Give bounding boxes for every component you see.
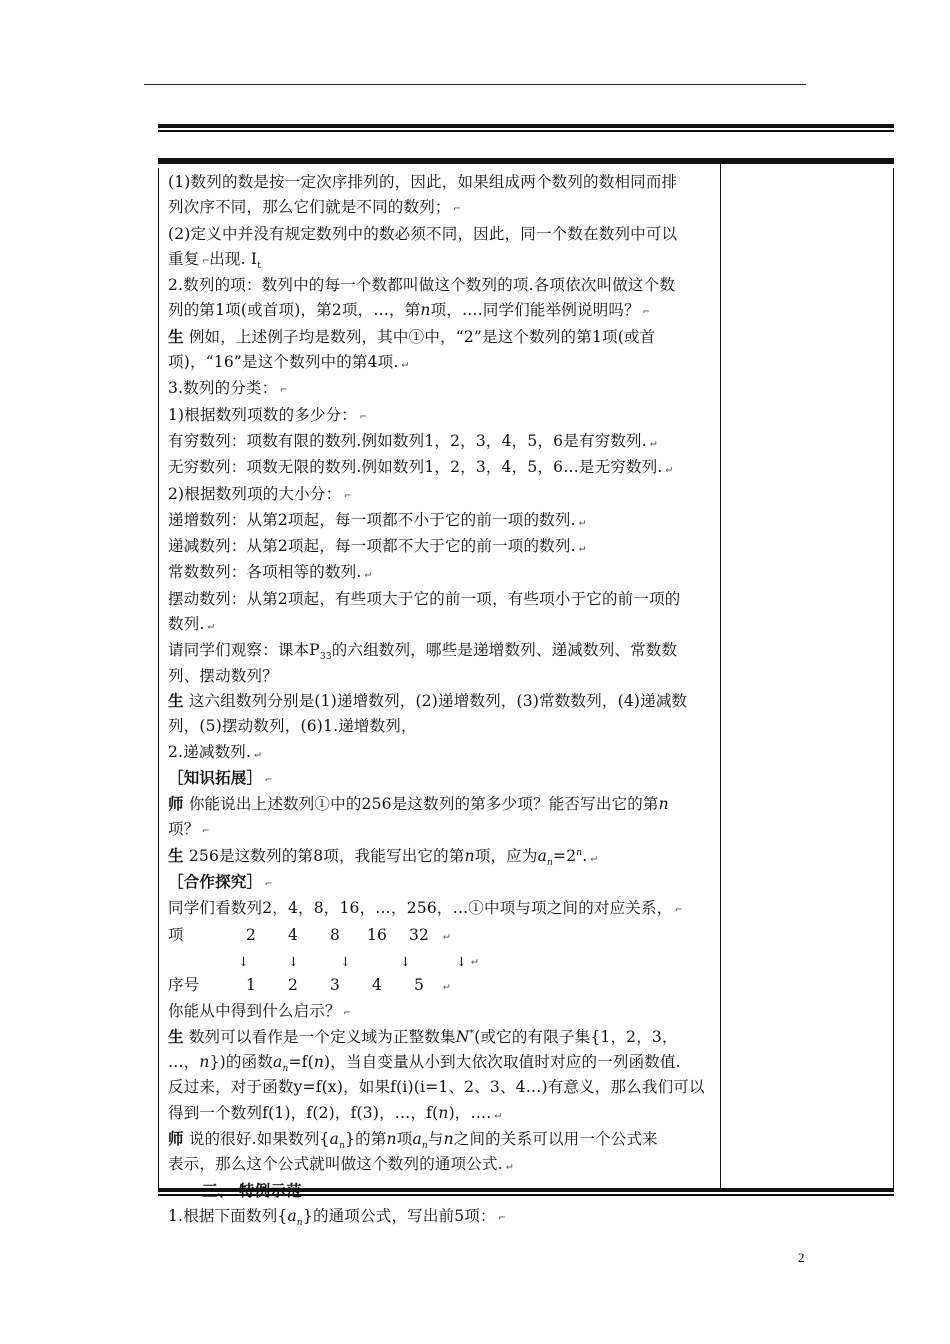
down-arrow-icon: ↓ (238, 954, 250, 970)
text-line: 常数数列：各项相等的数列. ↵ (168, 563, 372, 582)
down-arrow-icon: ↓ (340, 954, 352, 970)
table-top-rule (158, 124, 894, 132)
speaker-student: 生 (168, 691, 184, 710)
text-line: 表示，那么这个公式就叫做这个数列的通项公式. ↵ (168, 1155, 513, 1174)
text-line: 生 256是这数列的第8项，我能写出它的第n项，应为$a_n=2^n$. ↵ (168, 846, 598, 868)
text-line: 重复 ⌐出现. $I_t$ (168, 249, 262, 271)
speaker-student: 生 (168, 1027, 184, 1046)
term-value: 4 (287, 925, 299, 944)
text-line: 生 例如，上述例子均是数列，其中①中，“2”是这个数列的第1项(或首 (168, 327, 656, 346)
text-line: (1)数列的数是按一定次序排列的，因此，如果组成两个数列的数相同而排 (168, 173, 678, 191)
text-line: 生 数列可以看作是一个定义域为正整数集N*(或它的有限子集{1，2，3， (168, 1027, 678, 1046)
speaker-student: 生 (168, 327, 184, 346)
text-line: 1)根据数列项数的多少分： ⌐ (168, 405, 367, 424)
speaker-teacher: 师 (168, 795, 184, 814)
text-line: …，n})的函数$a_n=f(n)$，当自变量从小到大依次取值时对应的一列函数值. (168, 1053, 681, 1075)
text-line: 列的第1项(或首项)，第2项，…，第n项，….同学们能举例说明吗？ ⌐ (168, 301, 650, 320)
text-line: 项)，“16”是这个数列中的第4项. ↵ (168, 353, 409, 372)
header-rule (144, 84, 806, 85)
text-line: 3.数列的分类： ⌐ (168, 379, 288, 398)
term-value: 16 (366, 925, 388, 944)
text-line: 1.根据下面数列$\{a_n\}$的通项公式，写出前5项： ⌐ (168, 1206, 506, 1228)
index-value: 5 (413, 976, 425, 995)
text-line: 列、摆动数列？ (168, 666, 278, 685)
index-value: 4 (371, 976, 383, 995)
text-line: 摆动数列：从第2项起，有些项大于它的前一项，有些项小于它的前一项的 (168, 589, 681, 608)
text-line: 2.数列的项：数列中的每一个数都叫做这个数列的项.各项依次叫做这个数 (168, 276, 676, 295)
index-value: 1 (245, 976, 257, 995)
term-value: 2 (245, 925, 257, 944)
text-line: 有穷数列：项数有限的数列.例如数列1，2，3，4，5，6是有穷数列. ↵ (168, 431, 657, 450)
down-arrow-icon: ↓ (288, 954, 300, 970)
text-line: 你能从中得到什么启示？ ⌐ (168, 1001, 351, 1020)
speaker-teacher: 师 (168, 1129, 184, 1148)
term-value: 8 (329, 925, 341, 944)
text-line: 师 你能说出上述数列①中的256是这数列的第多少项？能否写出它的第n (168, 795, 669, 814)
section-heading: ［知识拓展］ ⌐ (168, 768, 273, 787)
term-row: 项 2 4 8 16 32 ↵ (168, 923, 716, 948)
index-value: 2 (287, 976, 299, 995)
text-line: 列次序不同，那么它们就是不同的数列； ⌐ (168, 198, 461, 217)
text-line: (2)定义中并没有规定数列中的数必须不同，因此，同一个数在数列中可以 (168, 224, 678, 243)
term-value: 32 (408, 925, 430, 944)
down-arrow-icon: ↓ (456, 954, 468, 970)
text-line: 师 说的很好.如果数列$\{a_n\}$的第n项$a_n$与n之间的关系可以用一个公式来 (168, 1129, 658, 1152)
column-separator (720, 160, 721, 1190)
text-line: 2)根据数列项的大小分： ⌐ (168, 484, 352, 503)
text-line: 递增数列：从第2项起，每一项都不小于它的前一项的数列. ↵ (168, 510, 586, 529)
arrow-row: ↓ ↓ ↓ ↓ ↓ ↵ (168, 948, 716, 973)
table-header-rule (158, 158, 894, 164)
text-line: 得到一个数列f(1)，f(2)，f(3)，…，f(n)，…. ↵ (168, 1103, 502, 1122)
index-value: 3 (329, 976, 341, 995)
text-line: 2.递减数列. ↵ (168, 742, 261, 761)
lesson-content (168, 170, 716, 1230)
text-line: 反过来，对于函数y=f(x)，如果f(i)(i=1、2、3、4…)有意义，那么我们可以 (168, 1078, 705, 1097)
text-line: 列，(5)摆动数列，(6)1.递增数列， (168, 717, 417, 736)
text-line: 递减数列：从第2项起，每一项都不大于它的前一项的数列. ↵ (168, 537, 586, 556)
speaker-student: 生 (168, 846, 184, 865)
text-line: 项？ ⌐ (168, 820, 210, 839)
text-line: 数列. ↵ (168, 615, 215, 634)
text-line: 请同学们观察：课本$P_{33}$的六组数列，哪些是递增数列、递减数列、常数数 (168, 641, 678, 663)
section-heading: ［合作探究］ ⌐ (168, 873, 273, 892)
section-heading: 三、 特例示范 (202, 1181, 302, 1200)
index-row: 序号 1 2 3 4 5 ↵ (168, 973, 716, 998)
text-line: 同学们看数列2，4，8，16，…，256，…①中项与项之间的对应关系， ⌐ (168, 899, 683, 918)
down-arrow-icon: ↓ (400, 954, 412, 970)
page-number: 2 (798, 1250, 805, 1265)
text-line: 无穷数列：项数无限的数列.例如数列1，2，3，4，5，6…是无穷数列. ↵ (168, 458, 673, 477)
text-line: 生 这六组数列分别是(1)递增数列，(2)递增数列，(3)常数数列，(4)递减数 (168, 691, 688, 710)
